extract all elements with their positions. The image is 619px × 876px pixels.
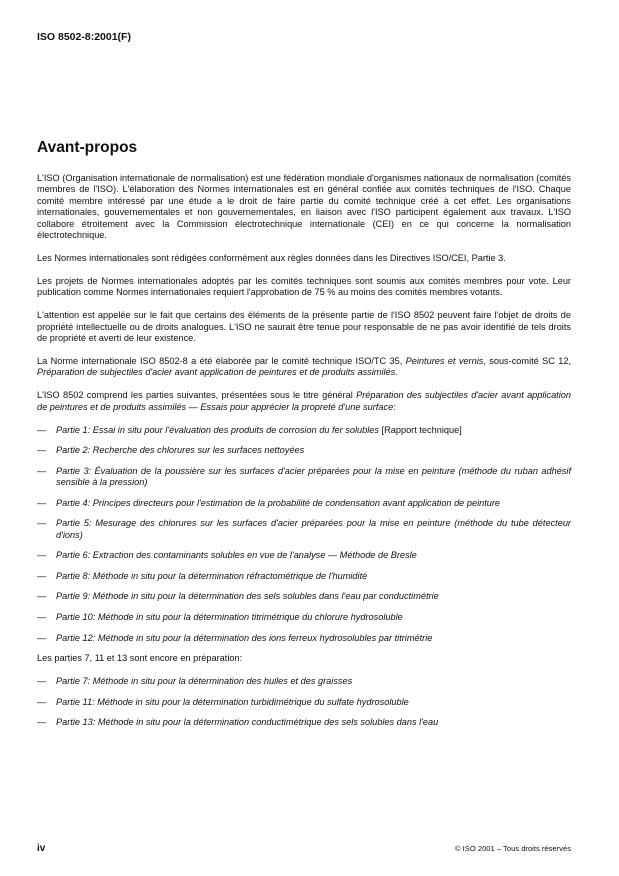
list-item: [37, 612, 571, 623]
paragraph-iso-organisation: L'ISO (Organisation internationale de normalisation) est une fédération mondiale d'organismes nationaux de normalisation (comités membres de l'ISO). L'élaboration des Normes internationales est en général confiée aux comités techniques de l'ISO. Chaque comité membre intéressé par une étude a le droit de faire partie du comité technique créé à cet effet. Les organisations internationales, gouvernementales et non gouvernementales, en liaison avec l'ISO participent également aux travaux. L'ISO collabore étroitement avec la Commission électrotechnique internationale (CEI) en ce qui concerne la normalisation électrotechnique.: [37, 173, 571, 241]
list-item: [37, 633, 571, 644]
list-dash: —: [37, 717, 47, 728]
list-item: [37, 498, 571, 509]
part-title: Partie 10: Méthode in situ pour la détermination titrimétrique du chlorure hydrosoluble: [56, 612, 403, 623]
part-title: Partie 9: Méthode in situ pour la détermination des sels solubles dans l'eau par conductimétrie: [56, 591, 439, 602]
list-dash: —: [37, 570, 47, 581]
page-number: iv: [37, 843, 46, 854]
part-title: Partie 1: Essai in situ pour l'évaluation des produits de corrosion du fer solubles: [56, 424, 379, 435]
part-title: Partie 8: Méthode in situ pour la détermination réfractométrique de l'humidité: [56, 570, 368, 581]
list-item: [37, 445, 571, 456]
paragraph-committee: [37, 356, 571, 379]
part-title: Partie 4: Principes directeurs pour l'estimation de la probabilité de condensation avant application de peinture: [56, 497, 501, 508]
part-title: Partie 5: Mesurage des chlorures sur les surfaces d'acier préparées pour la mise en peinture (méthode du tube détecteur d'ions): [56, 518, 571, 540]
part-title: Partie 3: Évaluation de la poussière sur les surfaces d'acier préparées pour la mise en peinture (méthode du ruban adhésif sensible à la pression): [56, 465, 571, 488]
list-dash: —: [37, 696, 47, 707]
list-dash: —: [37, 550, 47, 561]
document-id: ISO 8502-8:2001(F): [37, 31, 131, 43]
copyright-notice: © ISO 2001 – Tous droits réservés: [454, 844, 571, 853]
paragraph-patent-rights: L'attention est appelée sur le fait que certains des éléments de la présente partie de l'ISO 8502 peuvent faire l'objet de droits de propriété intellectuelle ou de droits analogues. L'ISO ne saurait être tenue pour responsable de ne pas avoir identifié de tels droits de propriété et averti de leur existence.: [37, 310, 571, 343]
list-dash: —: [37, 612, 47, 623]
committee-text-a: La Norme internationale ISO 8502-8 a été élaborée par le comité technique ISO/TC 35,: [37, 355, 406, 366]
list-dash: —: [37, 632, 47, 643]
parts-intro-colon: :: [393, 401, 396, 412]
list-item: [37, 466, 571, 489]
list-item: [37, 571, 571, 582]
committee-title: Peintures et vernis: [405, 355, 484, 366]
list-item: [37, 676, 571, 687]
list-dash: —: [37, 465, 47, 476]
list-item: [37, 425, 571, 436]
list-dash: —: [37, 497, 47, 508]
part-title: Partie 2: Recherche des chlorures sur les surfaces nettoyées: [56, 445, 305, 456]
list-item: [37, 550, 571, 561]
part-suffix: [Rapport technique]: [379, 424, 462, 435]
list-dash: —: [37, 445, 47, 456]
paragraph-directives: Les Normes internationales sont rédigées conformément aux règles données dans les Directives ISO/CEI, Partie 3.: [37, 252, 506, 263]
part-title: Partie 13: Méthode in situ pour la détermination conductimétrique des sels solubles dans l'eau: [56, 717, 439, 728]
part-title: Partie 7: Méthode in situ pour la détermination des huiles et des graisses: [56, 676, 353, 687]
part-title: Partie 6: Extraction des contaminants solubles en vue de l'analyse — Méthode de Bresle: [56, 550, 417, 561]
foreword-body: [37, 173, 571, 738]
list-item: [37, 717, 571, 728]
list-dash: —: [37, 518, 47, 529]
list-item: [37, 518, 571, 541]
list-item: [37, 697, 571, 708]
parts-list: [37, 425, 571, 645]
page-title: Avant-propos: [37, 139, 138, 156]
pending-parts-list: [37, 676, 571, 729]
paragraph-parts-intro: [37, 390, 571, 413]
general-title: Préparation des subjectiles d'acier avant application de peintures et de produits assimilés — Essais pour apprécier la propreté d'une surface: [37, 390, 571, 412]
part-title: Partie 12: Méthode in situ pour la détermination des ions ferreux hydrosolubles par titrimétrie: [56, 632, 433, 643]
parts-intro-text: L'ISO 8502 comprend les parties suivantes, présentées sous le titre général: [37, 390, 357, 401]
committee-text-c: , sous-comité SC 12,: [483, 355, 572, 366]
part-title: Partie 11: Méthode in situ pour la détermination turbidimétrique du sulfate hydrosoluble: [56, 696, 409, 707]
list-dash: —: [37, 591, 47, 602]
paragraph-pending-parts: Les parties 7, 11 et 13 sont encore en préparation:: [37, 653, 243, 664]
subcommittee-title: Préparation de subjectiles d'acier avant application de peintures et de produits assimilés.: [37, 367, 398, 378]
paragraph-voting: Les projets de Normes internationales adoptés par les comités techniques sont soumis aux comités membres pour vote. Leur publication comme Normes internationales requiert l'approbation de 75 % au moins des comités membres votants.: [37, 275, 571, 298]
list-item: [37, 591, 571, 602]
list-dash: —: [37, 676, 47, 687]
list-dash: —: [37, 424, 47, 435]
